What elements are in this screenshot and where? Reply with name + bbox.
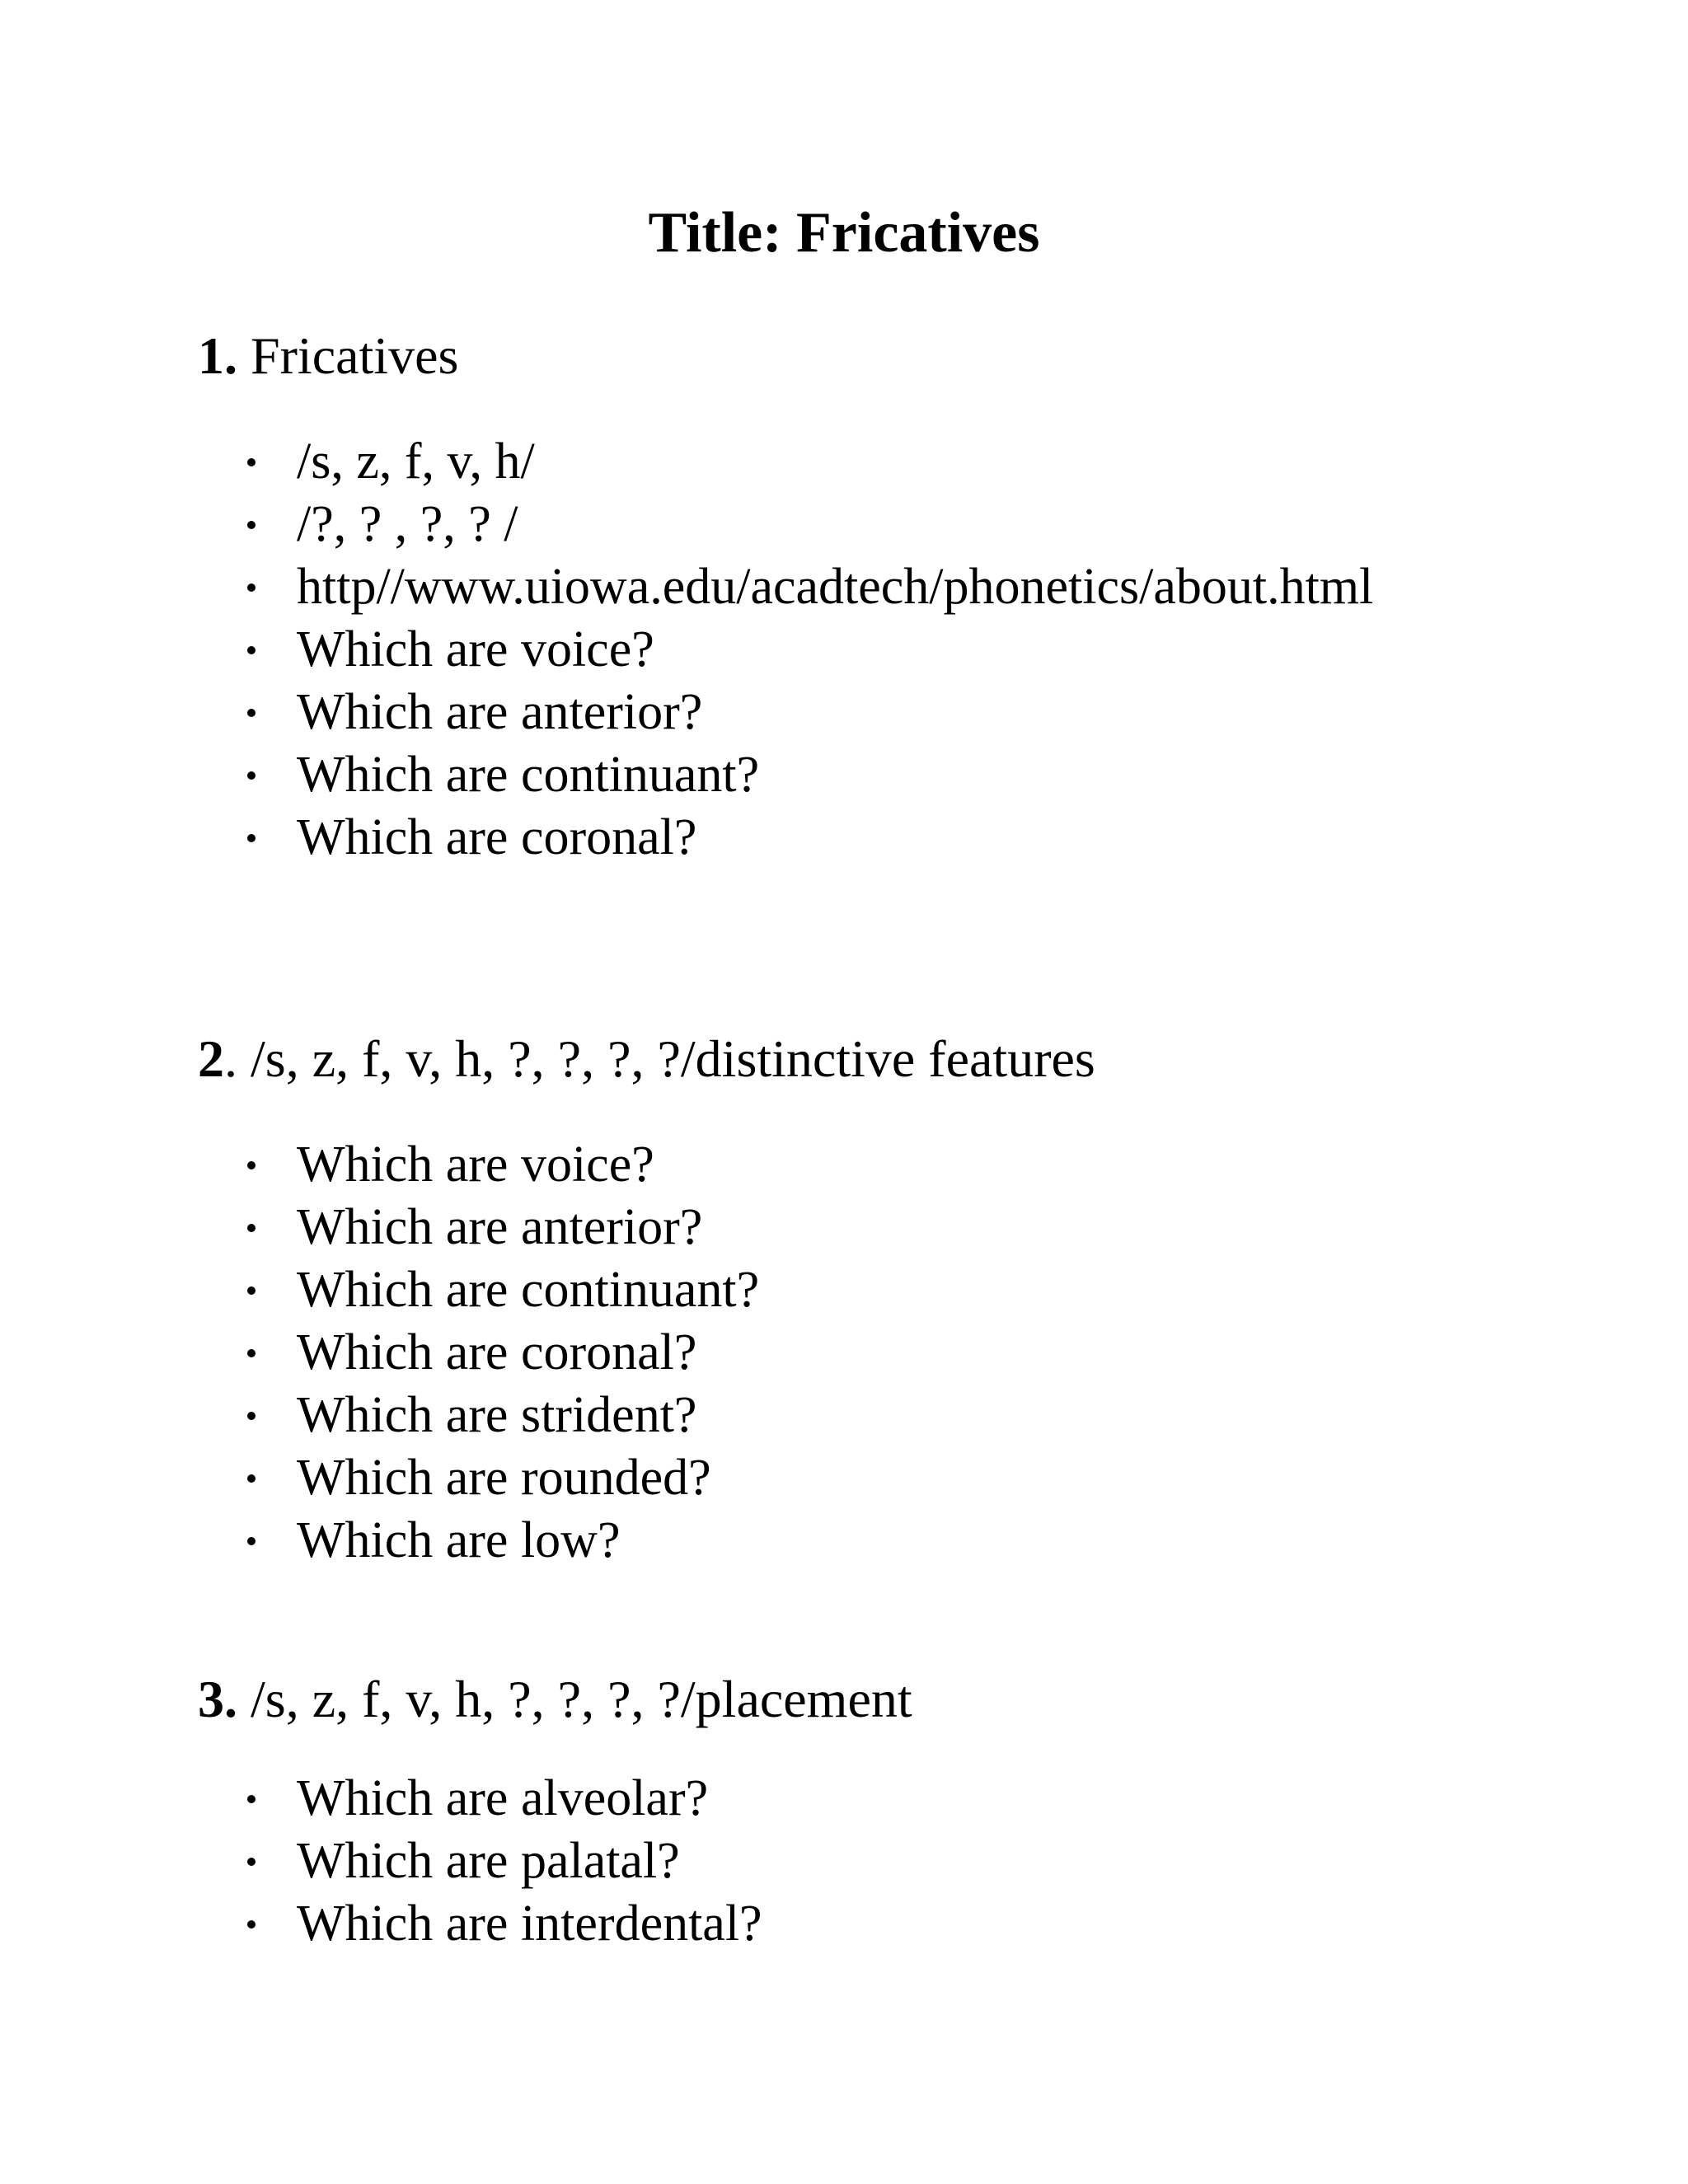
list-item-text: Which are coronal? [297, 1324, 697, 1380]
bullet-icon [247, 521, 256, 529]
list-item-text: Which are palatal? [297, 1833, 680, 1889]
bullet-icon [247, 1474, 256, 1483]
bullet-list [198, 1767, 1517, 1955]
section-1 [198, 323, 1517, 869]
list-item-text: Which are anterior? [297, 684, 703, 740]
list-item [198, 1133, 1517, 1196]
section-number: 2 [198, 1029, 224, 1088]
bullet-icon [247, 1920, 256, 1929]
list-item [198, 1446, 1517, 1509]
list-item [198, 1509, 1517, 1572]
list-item-text: Which are voice? [297, 621, 654, 677]
bullet-icon [247, 1412, 256, 1420]
list-item [198, 806, 1517, 869]
list-item-text: Which are interdental? [297, 1896, 762, 1952]
list-item-text: Which are anterior? [297, 1199, 703, 1255]
list-item [198, 1196, 1517, 1258]
list-item-text: Which are coronal? [297, 809, 697, 865]
list-item-text: Which are rounded? [297, 1450, 711, 1506]
section-number: 1. [198, 326, 237, 385]
bullet-icon [247, 1349, 256, 1357]
bullet-icon [247, 646, 256, 654]
list-item [198, 1767, 1517, 1830]
bullet-list [198, 1133, 1517, 1572]
list-item [198, 1384, 1517, 1446]
bullet-icon [247, 1537, 256, 1545]
list-item [198, 743, 1517, 806]
section-heading [198, 323, 1517, 389]
section-2 [198, 1026, 1517, 1572]
list-item-text: /?, ? , ?, ? / [297, 496, 518, 552]
bullet-icon [247, 583, 256, 592]
list-item [198, 1892, 1517, 1955]
list-item [198, 493, 1517, 555]
list-item-text: Which are voice? [297, 1137, 654, 1193]
list-item-text: Which are strident? [297, 1387, 697, 1443]
bullet-icon [247, 1286, 256, 1295]
list-item-text: /s, z, f, v, h/ [297, 434, 535, 490]
list-item-text: Which are continuant? [297, 747, 760, 803]
bullet-icon [247, 1224, 256, 1232]
url-text: http//www.uiowa.edu/acadtech/phonetics/about.html [297, 559, 1374, 615]
list-item [198, 555, 1550, 618]
bullet-icon [247, 1161, 256, 1169]
list-item [198, 1830, 1517, 1892]
section-heading-text: Fricatives [237, 326, 459, 385]
list-item [198, 618, 1517, 681]
bullet-icon [247, 1795, 256, 1803]
section-heading-text: . /s, z, f, v, h, ?, ?, ?, ?/distinctive features [224, 1029, 1095, 1088]
bullet-icon [247, 771, 256, 780]
list-item [198, 681, 1517, 743]
list-item [198, 1321, 1517, 1384]
section-heading-text: /s, z, f, v, h, ?, ?, ?, ?/placement [237, 1670, 912, 1728]
page-title: Title: Fricatives [648, 201, 1040, 265]
bullet-icon [247, 1858, 256, 1866]
list-item-text: Which are alveolar? [297, 1770, 709, 1826]
section-heading [198, 1026, 1517, 1092]
bullet-list [198, 430, 1517, 869]
bullet-icon [247, 709, 256, 717]
list-item [198, 1258, 1517, 1321]
list-item-text: Which are low? [297, 1512, 621, 1568]
bullet-icon [247, 458, 256, 466]
section-heading [198, 1666, 1517, 1732]
list-item [198, 430, 1517, 493]
list-item-text: Which are continuant? [297, 1262, 760, 1318]
bullet-icon [247, 834, 256, 842]
section-number: 3. [198, 1670, 237, 1728]
section-3 [198, 1666, 1517, 1955]
